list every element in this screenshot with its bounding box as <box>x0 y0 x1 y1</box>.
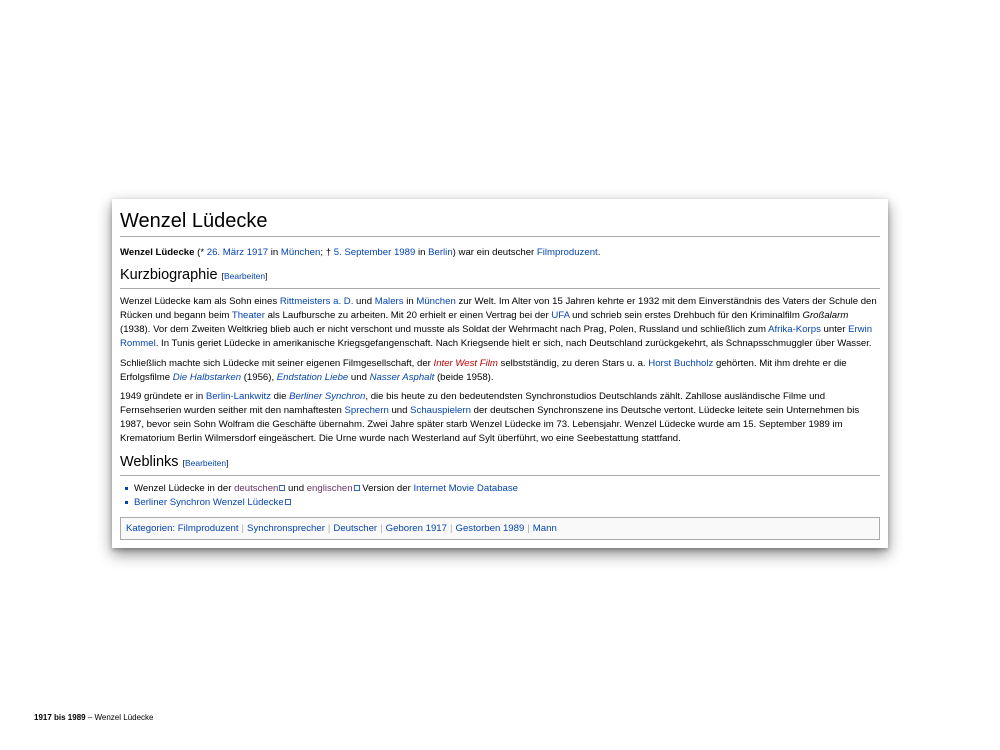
link-birth-date[interactable]: 26. März 1917 <box>206 247 269 258</box>
link-profession[interactable]: Filmproduzent <box>536 247 598 258</box>
film-title: Großalarm <box>802 309 849 321</box>
link-rittmeister[interactable]: Rittmeisters a. D. <box>279 296 354 307</box>
link-horst-buchholz[interactable]: Horst Buchholz <box>648 357 714 369</box>
paragraph-1 <box>120 295 880 351</box>
text: ; † <box>320 247 334 258</box>
text: (* <box>194 247 207 258</box>
category-separator: | <box>380 523 383 535</box>
text: als Laufbursche zu arbeiten. Mit 20 erhielt er einen Vertrag bei der <box>264 309 552 321</box>
text: ) war ein deutscher <box>452 247 537 258</box>
link-maler[interactable]: Malers <box>374 296 404 307</box>
edit-link[interactable]: Bearbeiten <box>184 458 227 469</box>
wiki-article-screenshot <box>112 199 888 548</box>
text: und <box>388 405 411 417</box>
category-link[interactable]: Mann <box>532 523 557 535</box>
paragraph-2 <box>120 357 880 385</box>
caption-text: – Wenzel Lüdecke <box>85 713 154 722</box>
link-schauspielern[interactable]: Schauspielern <box>410 405 471 417</box>
text: in <box>268 247 281 258</box>
link-death-place[interactable]: Berlin <box>428 247 453 258</box>
text: und schrieb sein erstes Drehbuch für den Kriminalfilm <box>569 309 803 321</box>
category-separator: | <box>449 523 453 535</box>
link-berliner-synchron-external[interactable]: Berliner Synchron Wenzel Lüdecke <box>134 497 284 509</box>
link-erwin-rommel[interactable]: Erwin Rommel <box>120 323 873 349</box>
category-separator: | <box>327 523 331 535</box>
text: gehörten. Mit ihm drehte er die Erfolgsfilme <box>120 357 847 383</box>
text: (beide 1958). <box>434 371 494 383</box>
text: Wenzel Lüdecke in der <box>134 483 235 495</box>
page-title: Wenzel Lüdecke <box>120 207 880 237</box>
edit-section-link: [Bearbeiten] <box>182 458 229 469</box>
text: 1949 gründete er in <box>120 391 206 403</box>
link-berliner-synchron[interactable]: Berliner Synchron <box>289 391 366 403</box>
link-birth-place[interactable]: München <box>280 247 321 258</box>
text: . <box>597 247 601 258</box>
list-item <box>134 482 880 496</box>
text: (1938). Vor dem Zweiten Weltkrieg blieb auch er nicht verschont und musste als Soldat der Wehrmacht nach Prag, Polen, Russland und schließlich zum <box>120 323 769 335</box>
lead-paragraph <box>120 246 880 259</box>
heading-text: Kurzbiographie <box>120 267 218 283</box>
link-berlin-lankwitz[interactable]: Berlin-Lankwitz <box>205 391 271 403</box>
text: Version der <box>359 483 414 495</box>
link-sprechern[interactable]: Sprechern <box>344 405 389 417</box>
slide-caption <box>34 713 154 722</box>
link-inter-west-film[interactable]: Inter West Film <box>433 357 498 369</box>
lead-name: Wenzel Lüdecke <box>120 247 195 258</box>
text: selbstständig, zu deren Stars u. a. <box>497 357 649 369</box>
link-ufa[interactable]: UFA <box>551 309 570 321</box>
text: der deutschen Synchronszene ins Deutsche vertont. Lüdecke leitete sein Unternehmen bis 1987, bevor sein Sohn Wolfram die Geschäfte übernahm. Zwei Jahre später starb Wenzel Lüdecke im 73. Lebensjahr. Wenzel Lüdecke wurde am 15. September 1989 im Krematorium Berlin Wilmersdorf eingeäschert. Die Urne wurde nach Westerland auf Sylt überführt, wo eine Seebestattung stattfand. <box>120 405 860 445</box>
category-link[interactable]: Gestorben 1989 <box>455 523 525 535</box>
text: , die bis heute zu den bedeutendsten Synchronstudios Deutschlands zählt. Zahllose ausländische Filme und Fernsehserien wurden seither mit den namhaftesten <box>120 391 826 417</box>
external-link-icon <box>279 485 285 491</box>
link-theater[interactable]: Theater <box>231 309 265 321</box>
text: und <box>285 483 307 495</box>
category-link[interactable]: Filmproduzent <box>177 523 239 535</box>
text: und <box>348 371 370 383</box>
text: und <box>353 296 375 307</box>
caption-years: 1917 bis 1989 <box>34 713 86 722</box>
section-heading-weblinks <box>120 452 880 476</box>
link-afrika-korps[interactable]: Afrika-Korps <box>768 323 821 335</box>
text: in <box>415 247 429 258</box>
list-item <box>134 496 880 510</box>
category-separator: | <box>527 523 530 535</box>
category-separator: | <box>241 523 245 535</box>
edit-link[interactable]: Bearbeiten <box>223 271 266 281</box>
link-imdb-englisch[interactable]: englischen <box>306 483 353 495</box>
category-link[interactable]: Deutscher <box>333 523 378 535</box>
category-link[interactable]: Synchronsprecher <box>247 523 325 535</box>
categories-label-link[interactable]: Kategorien: <box>126 523 176 535</box>
edit-section-link: [Bearbeiten] <box>221 271 268 281</box>
text: zur Welt. Im Alter von 15 Jahren kehrte er 1932 mit dem Einverständnis des Vaters der Schule den Rücken und begann beim <box>120 296 877 321</box>
external-link-icon <box>285 499 291 505</box>
link-imdb[interactable]: Internet Movie Database <box>413 483 518 495</box>
link-nasser-asphalt[interactable]: Nasser Asphalt <box>369 371 435 383</box>
link-endstation-liebe[interactable]: Endstation Liebe <box>276 371 349 383</box>
text: . In Tunis geriet Lüdecke in amerikanische Kriegsgefangenschaft. Nach Kriegsende hielt er sich, nach Deutschland zurückgekehrt, als Schnapsschmuggler über Wasser. <box>155 337 872 349</box>
text: Schließlich machte sich Lüdecke mit seiner eigenen Filmgesellschaft, der <box>120 357 434 369</box>
paragraph-3 <box>120 390 880 446</box>
category-box <box>120 517 880 540</box>
link-muenchen[interactable]: München <box>416 296 456 307</box>
link-die-halbstarken[interactable]: Die Halbstarken <box>172 371 242 383</box>
weblinks-list <box>120 482 880 510</box>
text: Wenzel Lüdecke kam als Sohn eines <box>120 296 280 307</box>
text: die <box>270 391 290 403</box>
external-link-icon <box>354 485 360 491</box>
text: (1956), <box>241 371 277 383</box>
text: in <box>403 296 417 307</box>
link-death-date[interactable]: 5. September 1989 <box>333 247 416 258</box>
text: unter <box>820 323 849 335</box>
link-imdb-deutsch[interactable]: deutschen <box>234 483 279 495</box>
section-heading-kurzbiographie <box>120 265 880 289</box>
category-link[interactable]: Geboren 1917 <box>385 523 447 535</box>
heading-text: Weblinks <box>120 454 179 471</box>
